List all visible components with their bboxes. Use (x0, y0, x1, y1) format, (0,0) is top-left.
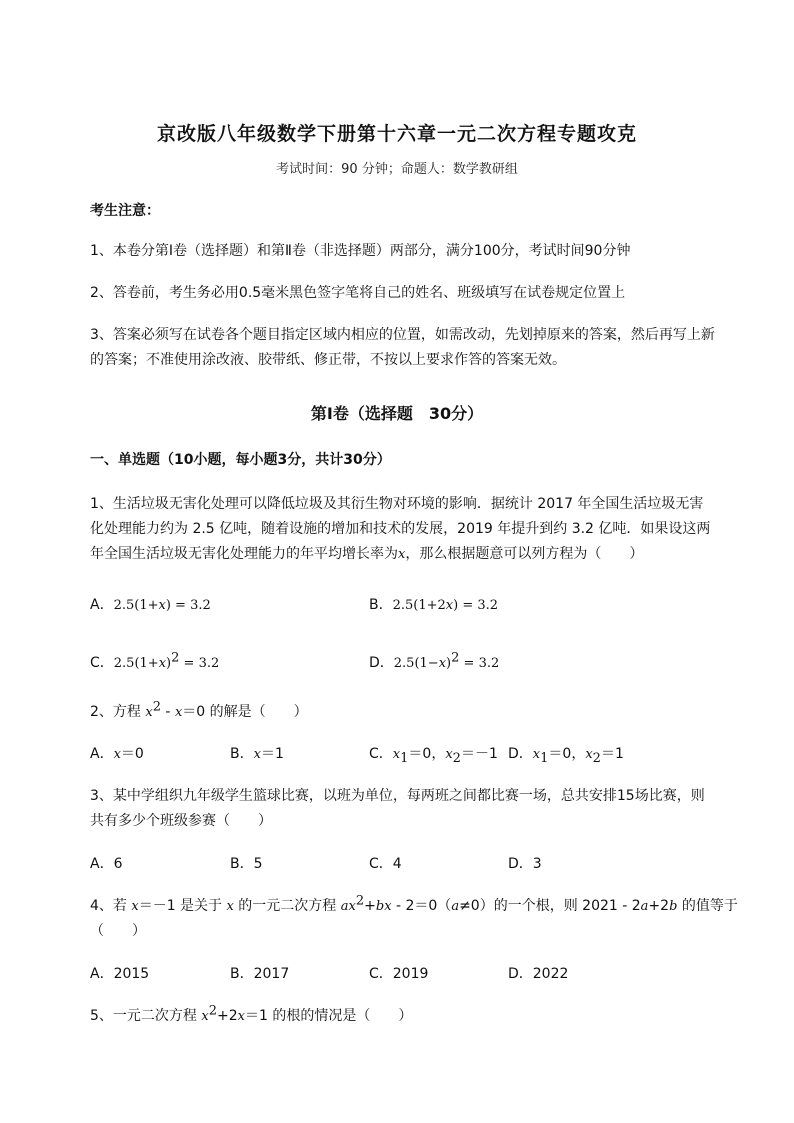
q2-option-d: D．$x_1=0$，$x_2=1$ (508, 746, 624, 766)
q1-option-c: C．$2.5(1+x)^2 = 3.2$ (90, 650, 220, 671)
notice-heading: 考生注意： (90, 203, 160, 219)
q1-option-d-label: D． (369, 655, 394, 671)
q3-option-c: C．4 (369, 856, 402, 872)
q1-line-1: 1、生活垃圾无害化处理可以降低垃圾及其衍生物对环境的影响．据统计 2017 年全国生活垃圾无害 (90, 496, 704, 512)
q3-option-b: B．5 (230, 856, 263, 872)
q1-option-d: D．$2.5(1-x)^2 = 3.2$ (369, 650, 500, 671)
q1-variable: x (398, 547, 406, 562)
q3-option-a: A．6 (90, 856, 123, 872)
q3-line-2: 共有多少个班级参赛（ ） (90, 813, 272, 829)
q1-line-3 (90, 544, 643, 565)
notice-item-2: 2、答卷前，考生务必用0.5毫米黑色签字笔将自己的姓名、班级填写在试卷规定位置上 (90, 285, 626, 301)
q1-option-a-label: A． (90, 597, 114, 613)
q2-option-a: A．x＝0 (90, 746, 144, 762)
q3-option-d: D．3 (508, 856, 542, 872)
q1-option-a: A．2.5(1+x) = 3.2 (90, 597, 211, 613)
q4-option-b: B．2017 (230, 966, 290, 982)
page-title: 京改版八年级数学下册第十六章一元二次方程专题攻克 (156, 123, 637, 145)
q2-stem: 2、方程 $x^2 - x=0$ 的解是（ ） (90, 699, 308, 720)
q4-option-c: C．2019 (369, 966, 429, 982)
q5-stem: 5、一元二次方程 $x^2+2x=1$ 的根的情况是（ ） (90, 1003, 413, 1024)
q3-line-1: 3、某中学组织九年级学生篮球比赛，以班为单位，每两班之间都比赛一场，总共安排15场比赛，则 (90, 788, 705, 804)
q1-option-b-label: B． (369, 597, 393, 613)
q2-option-c: C．$x_1=0$，$x_2=-1$ (369, 746, 498, 766)
part-title: 一、单选题（10小题，每小题3分，共计30分） (90, 452, 391, 468)
q4-option-d: D．2022 (508, 966, 569, 982)
q1-line-2: 化处理能力约为 2.5 亿吨，随着设施的增加和技术的发展，2019 年提升到约 3.2 亿吨．如果设这两 (90, 521, 711, 537)
q4-stem: 4、若 x＝－1 是关于 x 的一元二次方程 $ax^2+bx - 2=0(a\ne 0)$的一个根，则 2021 - 2a+2b 的值等于 (90, 893, 738, 914)
q1-line-3-text: 年全国生活垃圾无害化处理能力的年平均增长率为 (90, 546, 398, 562)
q2-option-b: B．x＝1 (230, 746, 284, 762)
q4-option-a: A．2015 (90, 966, 150, 982)
q1-option-b: B．2.5(1+2x) = 3.2 (369, 597, 499, 613)
notice-item-3: 3、答案必须写在试卷各个题目指定区域内相应的位置，如需改动，先划掉原来的答案，然后再写上新 (90, 327, 715, 343)
q4-line-2: （ ） (90, 923, 146, 939)
notice-item-3-cont: 的答案；不准使用涂改液、胶带纸、修正带，不按以上要求作答的答案无效。 (90, 352, 566, 368)
section-title: 第I卷（选择题 30分） (310, 404, 484, 423)
q1-option-c-label: C． (90, 655, 114, 671)
notice-item-1: 1、本卷分第I卷（选择题）和第Ⅱ卷（非选择题）两部分，满分100分，考试时间90分钟 (90, 243, 631, 259)
exam-info: 考试时间：90 分钟；命题人：数学教研组 (276, 162, 518, 177)
q1-line-3-end: ，那么根据题意可以列方程为（ ） (405, 546, 644, 562)
